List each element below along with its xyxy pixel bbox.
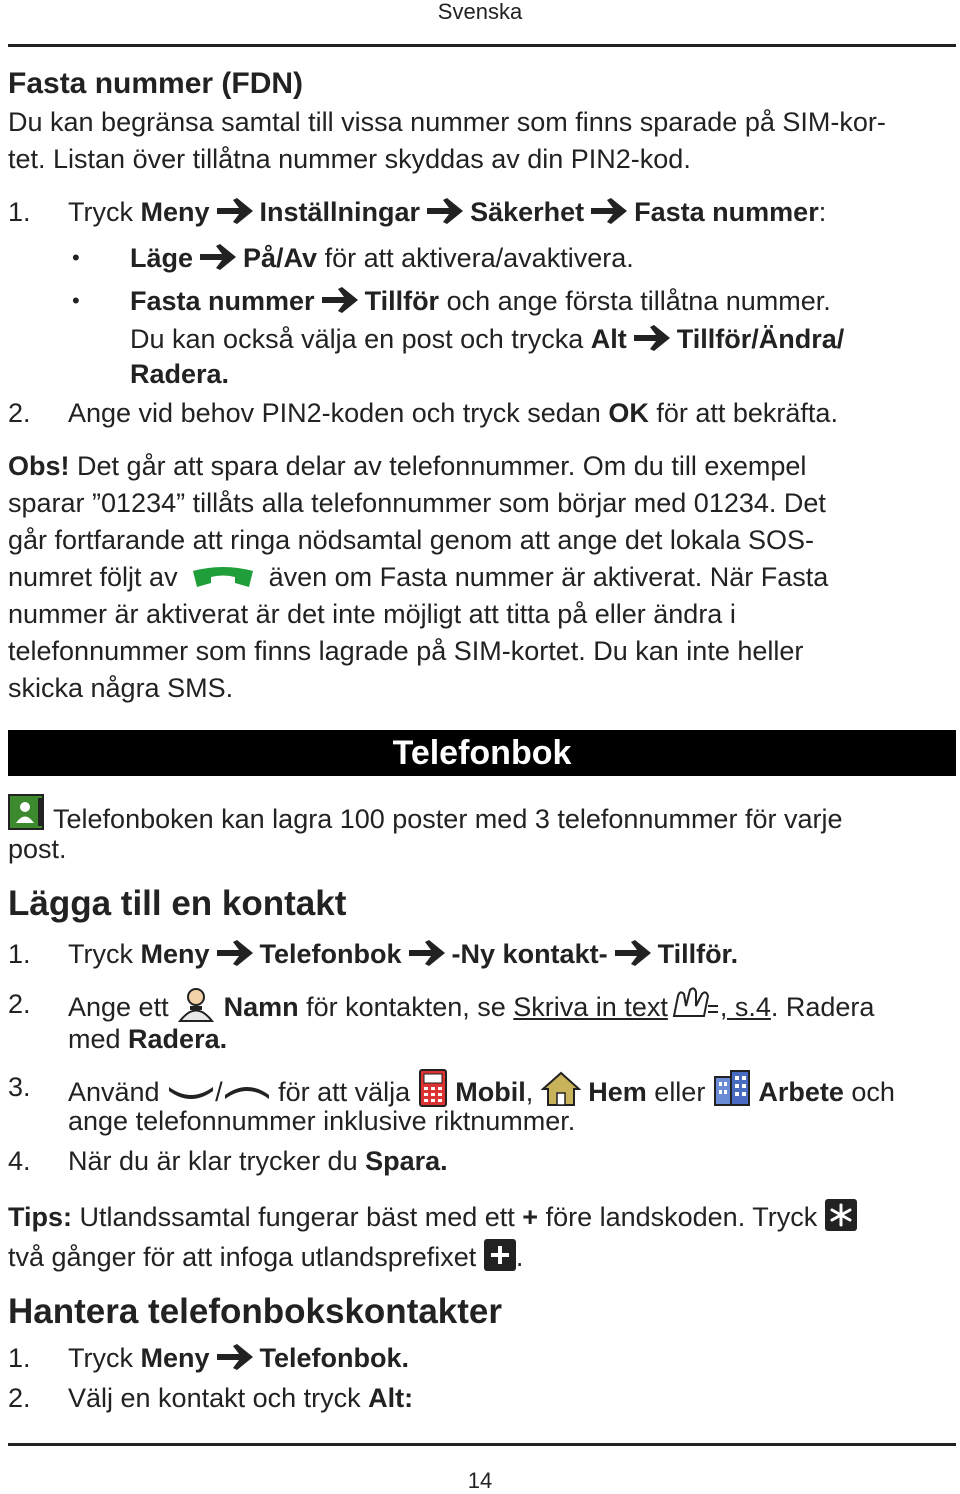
menu-label: Meny bbox=[140, 1343, 210, 1373]
step-number: 3. bbox=[8, 1072, 31, 1102]
step-number: 4. bbox=[8, 1146, 31, 1176]
phonebook-label: Telefonbok bbox=[259, 939, 402, 969]
step-number: 1. bbox=[8, 939, 31, 969]
arrow-right-icon bbox=[319, 285, 361, 315]
obs-text: Det går att spara delar av telefonnummer. Om du till exempel bbox=[77, 451, 807, 481]
step-text: med bbox=[68, 1024, 121, 1054]
save-label: Spara. bbox=[365, 1146, 448, 1176]
arrow-right-icon bbox=[214, 938, 256, 968]
colon: : bbox=[818, 197, 827, 227]
arrow-right-icon bbox=[214, 1342, 256, 1372]
arrow-right-icon bbox=[631, 323, 673, 353]
menu-label: Meny bbox=[140, 939, 210, 969]
step-text: eller bbox=[654, 1077, 706, 1107]
call-key-icon bbox=[189, 565, 257, 589]
fdn-title: Fasta nummer (FDN) bbox=[8, 67, 304, 100]
alt-label: Alt: bbox=[368, 1383, 414, 1413]
tips-line1 bbox=[8, 1199, 857, 1235]
name-label: Namn bbox=[223, 992, 299, 1022]
step-text: Tryck bbox=[68, 1343, 133, 1373]
slash: / bbox=[215, 1077, 223, 1107]
step-text: Använd bbox=[68, 1077, 160, 1107]
step-text: för kontakten, se bbox=[306, 992, 506, 1022]
mode-label: Läge bbox=[130, 243, 194, 273]
manage-contacts-title: Hantera telefonbokskontakter bbox=[8, 1292, 503, 1331]
nav-down-icon bbox=[167, 1083, 215, 1103]
bullet-icon: • bbox=[72, 288, 80, 313]
alt-label: Alt bbox=[590, 324, 627, 354]
plus-key-icon bbox=[484, 1239, 516, 1271]
bullet-text: för att aktivera/avaktivera. bbox=[324, 243, 634, 273]
obs-line6: telefonnummer som finns lagrade på SIM-kortet. Du kan inte heller bbox=[8, 636, 804, 666]
star-key-icon bbox=[825, 1199, 857, 1231]
office-building-icon bbox=[713, 1069, 751, 1107]
step-text: för att bekräfta. bbox=[656, 398, 838, 428]
step-text: Välj en kontakt och tryck bbox=[68, 1383, 361, 1413]
phonebook-icon bbox=[8, 794, 46, 832]
home-label: Hem bbox=[588, 1077, 647, 1107]
step-text: för att välja bbox=[278, 1077, 411, 1107]
arrow-right-icon bbox=[214, 196, 256, 226]
home-icon bbox=[541, 1071, 581, 1107]
obs-text: även om Fasta nummer är aktiverat. När Fasta bbox=[268, 562, 829, 592]
tips-text: före landskoden. Tryck bbox=[545, 1202, 818, 1232]
footer-rule bbox=[8, 1443, 956, 1446]
phonebook-intro-text: Telefonboken kan lagra 100 poster med 3 telefonnummer för varje bbox=[53, 804, 843, 834]
phonebook-intro-line2: post. bbox=[8, 834, 67, 864]
obs-line1 bbox=[8, 448, 806, 485]
hand-text-icon bbox=[668, 986, 720, 1022]
obs-text: numret följt av bbox=[8, 562, 178, 592]
mobile-label: Mobil bbox=[455, 1077, 526, 1107]
fdn-bullet-2-line3 bbox=[130, 356, 229, 392]
mobile-phone-icon bbox=[418, 1069, 448, 1107]
obs-line3: går fortfarande att ringa nödsamtal genom att ange det lokala SOS- bbox=[8, 525, 814, 555]
person-icon bbox=[176, 986, 216, 1022]
bullet-text: och ange första tillåtna nummer. bbox=[446, 286, 831, 316]
work-label: Arbete bbox=[758, 1077, 844, 1107]
arrow-right-icon bbox=[424, 196, 466, 226]
fdn-intro-line1: Du kan begränsa samtal till vissa nummer som finns sparade på SIM-kor- bbox=[8, 107, 886, 137]
step-text: Tryck bbox=[68, 197, 133, 227]
step-text: Ange vid behov PIN2-koden och tryck sedan bbox=[68, 398, 601, 428]
phonebook-intro-line1 bbox=[8, 794, 842, 838]
add-label: Tillför. bbox=[657, 939, 739, 969]
step-text: och bbox=[851, 1077, 895, 1107]
ok-label: OK bbox=[608, 398, 649, 428]
page-header-language: Svenska bbox=[437, 0, 523, 24]
on-off-label: På/Av bbox=[243, 243, 318, 273]
tips-line2 bbox=[8, 1239, 523, 1275]
fdn-intro-line2: tet. Listan över tillåtna nummer skyddas av din PIN2-kod. bbox=[8, 144, 691, 174]
new-contact-label: -Ny kontakt- bbox=[451, 939, 608, 969]
fixed-numbers-label: Fasta nummer bbox=[130, 286, 315, 316]
delete-label: Radera. bbox=[128, 1024, 228, 1054]
step-text: Tryck bbox=[68, 939, 133, 969]
bullet-text: Du kan också välja en post och trycka bbox=[130, 324, 584, 354]
tips-text: två gånger för att infoga utlandsprefixet bbox=[8, 1242, 477, 1272]
section-banner-telefonbok: Telefonbok bbox=[8, 730, 956, 776]
header-rule bbox=[8, 44, 956, 47]
step-number: 1. bbox=[8, 197, 31, 227]
security-label: Säkerhet bbox=[470, 197, 585, 227]
tips-text: Utlandssamtal fungerar bäst med ett bbox=[79, 1202, 515, 1232]
obs-line7: skicka några SMS. bbox=[8, 673, 234, 703]
fdn-bullet-2-line2 bbox=[130, 321, 844, 357]
fixed-numbers-label: Fasta nummer bbox=[634, 197, 819, 227]
step-text: När du är klar trycker du bbox=[68, 1146, 358, 1176]
phonebook-label: Telefonbok. bbox=[259, 1343, 410, 1373]
obs-line5: nummer är aktiverat är det inte möjligt att titta på eller ändra i bbox=[8, 599, 736, 629]
obs-line2: sparar ”01234” tillåts alla telefonnummer som börjar med 01234. Det bbox=[8, 488, 826, 518]
step-number: 1. bbox=[8, 1343, 31, 1373]
add-label: Tillför bbox=[364, 286, 440, 316]
arrow-right-icon bbox=[612, 938, 654, 968]
add-contact-title: Lägga till en kontakt bbox=[8, 884, 347, 923]
tips-label: Tips: bbox=[8, 1202, 73, 1232]
step-number: 2. bbox=[8, 1383, 31, 1413]
nav-up-icon bbox=[223, 1083, 271, 1103]
period: . bbox=[515, 1242, 524, 1272]
add-edit-label: Tillför/Ändra/ bbox=[676, 324, 845, 354]
page-number: 14 bbox=[467, 1468, 493, 1493]
arrow-right-icon bbox=[406, 938, 448, 968]
arrow-right-icon bbox=[197, 242, 239, 272]
comma: , bbox=[525, 1077, 534, 1107]
step-text: Ange ett bbox=[68, 992, 169, 1022]
arrow-right-icon bbox=[588, 196, 630, 226]
add-step-3-line2: ange telefonnummer inklusive riktnummer. bbox=[68, 1106, 576, 1136]
obs-line4 bbox=[8, 559, 828, 596]
plus-sign: + bbox=[522, 1202, 539, 1232]
step-number: 2. bbox=[8, 989, 31, 1019]
step-text: . Radera bbox=[770, 992, 875, 1022]
write-text-link[interactable]: Skriva in text bbox=[513, 992, 668, 1022]
add-step-2-line2 bbox=[68, 1021, 227, 1057]
obs-label: Obs! bbox=[8, 451, 70, 481]
page-reference-link[interactable]: , s.4 bbox=[719, 992, 771, 1022]
settings-label: Inställningar bbox=[259, 197, 421, 227]
bullet-icon: • bbox=[72, 245, 80, 270]
menu-label: Meny bbox=[140, 197, 210, 227]
delete-label: Radera. bbox=[130, 359, 230, 389]
step-number: 2. bbox=[8, 398, 31, 428]
